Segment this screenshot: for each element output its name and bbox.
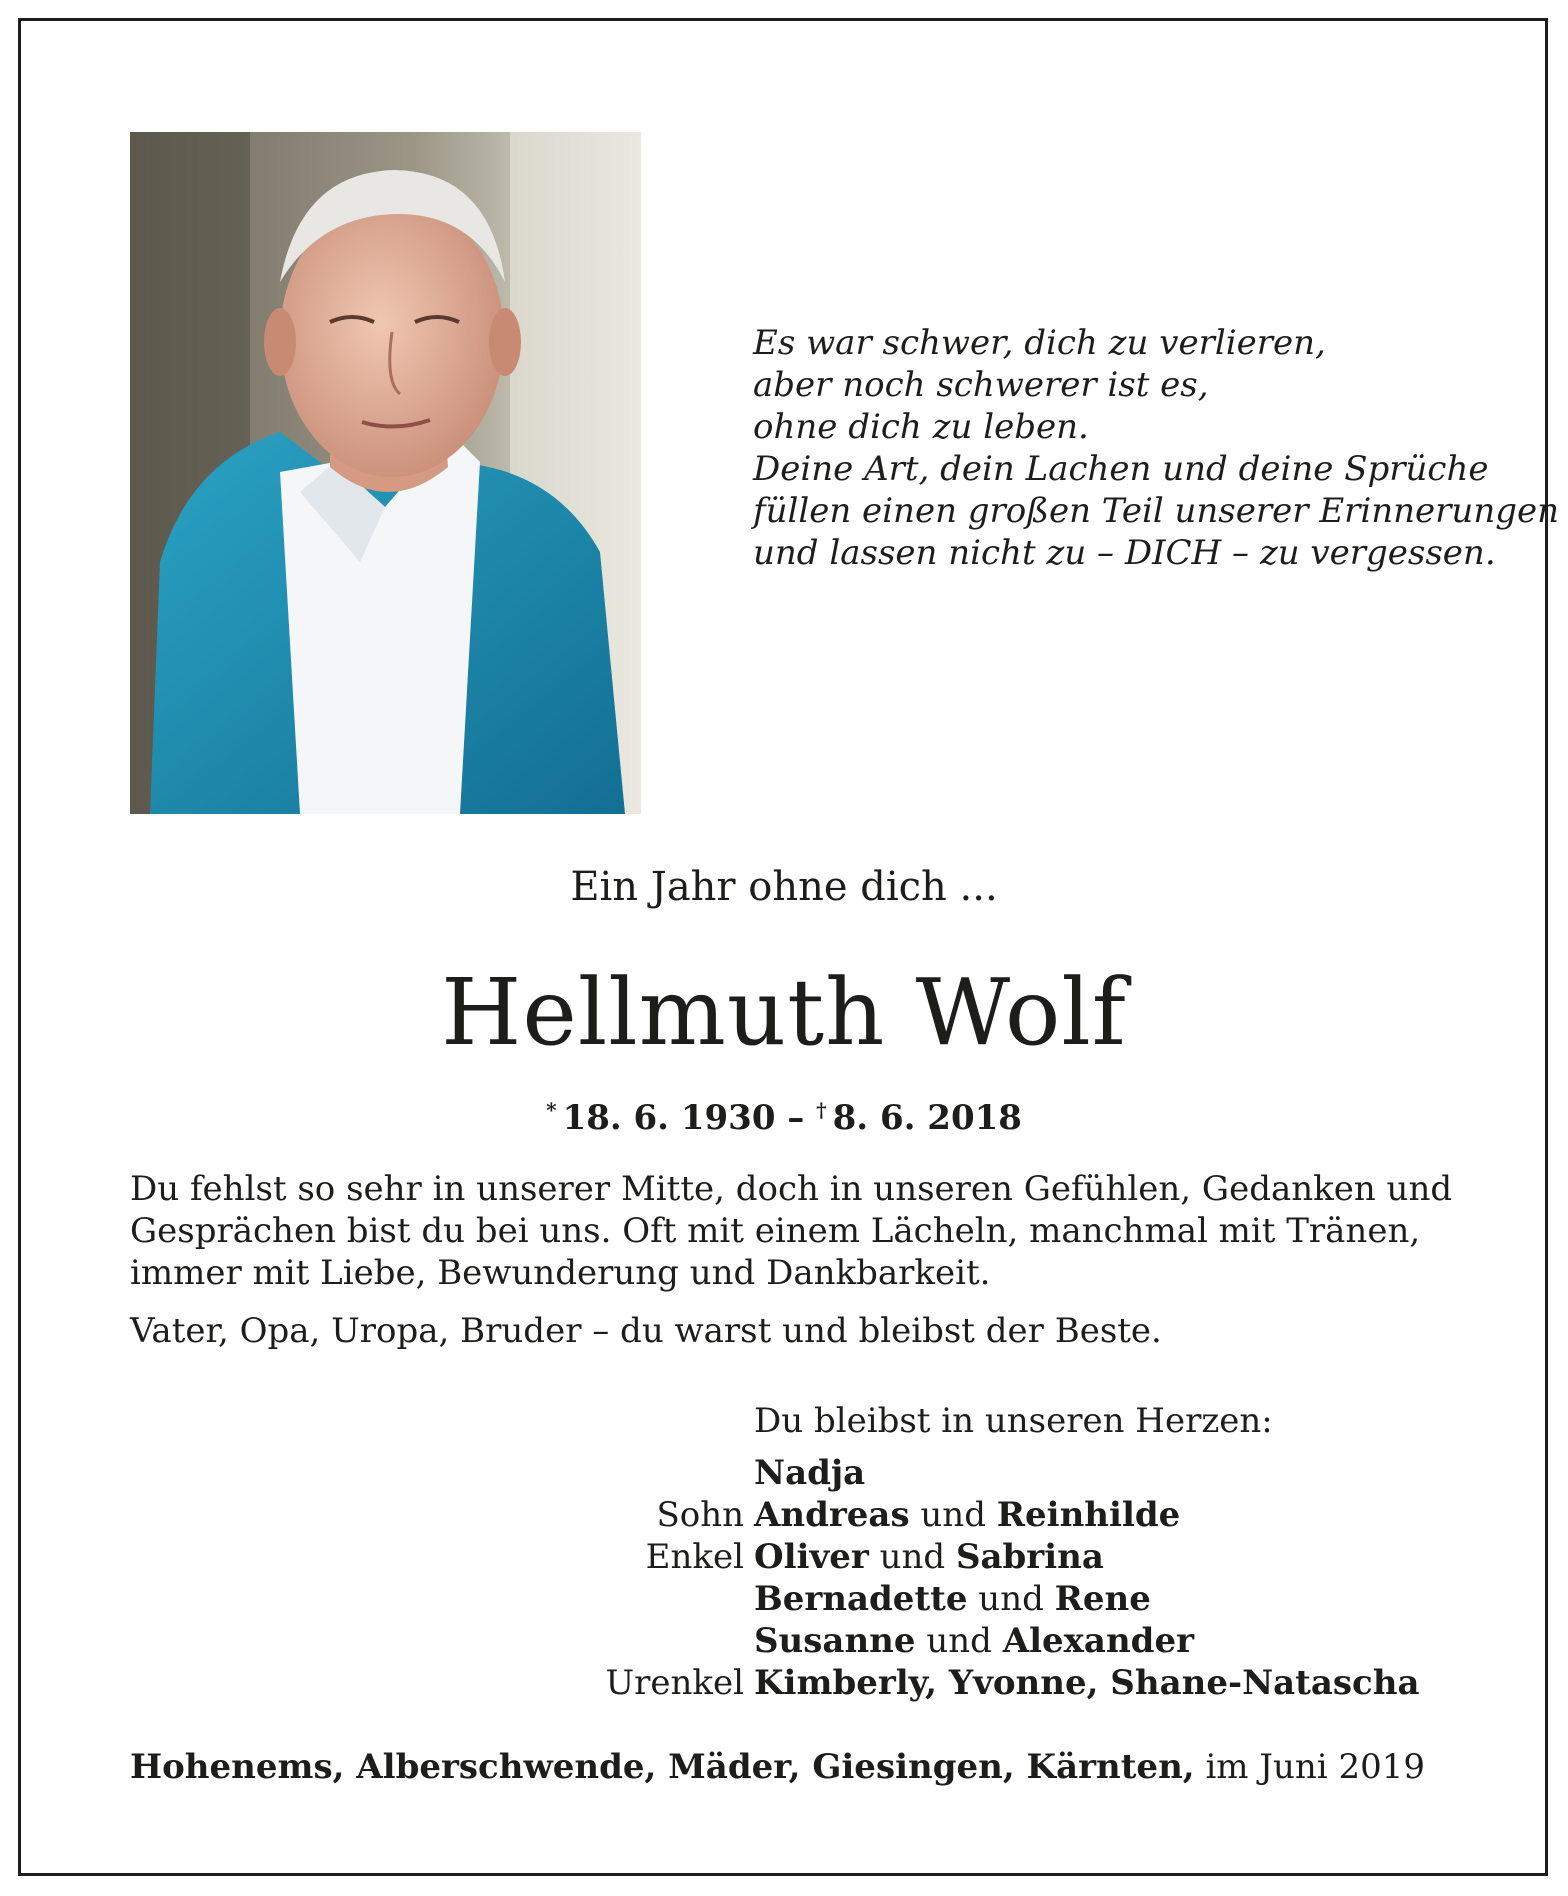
mourners-intro: Du bleibst in unseren Herzen: [754,1401,1273,1441]
death-symbol: † [816,1098,827,1122]
mourner-name: Susanne [754,1621,916,1661]
footer-line [130,1746,1490,1788]
mourner-name: Bernadette [754,1579,968,1619]
poem-line: ohne dich zu leben. [753,407,1089,447]
mourner-row [560,1536,1500,1578]
footer-date: im Juni 2019 [1205,1747,1425,1787]
mourner-name: Oliver [754,1537,869,1577]
relation-label [560,1578,754,1620]
poem [753,322,1560,574]
mourner-row [560,1620,1500,1662]
body-line: Du fehlst so sehr in unserer Mitte, doch in unseren Gefühlen, Gedanken und [130,1169,1453,1209]
birth-date: 18. 6. 1930 [562,1098,776,1138]
subtitle: Ein Jahr ohne dich ... [570,864,998,910]
mourner-name: Rene [1054,1579,1151,1619]
body-second-paragraph: Vater, Opa, Uropa, Bruder – du warst und bleibst der Beste. [130,1311,1162,1351]
mourner-name: Kimberly, Yvonne, Shane-Natascha [754,1663,1420,1703]
mourner-name: Andreas [754,1495,910,1535]
body-line: Gesprächen bist du bei uns. Oft mit einem Lächeln, manchmal mit Tränen, [130,1211,1421,1251]
deceased-name: Hellmuth Wolf [441,959,1127,1066]
connector: und [926,1621,992,1661]
poem-line: füllen einen großen Teil unserer Erinnerungen [753,491,1560,531]
body-text [130,1168,1453,1352]
mourner-row [560,1662,1500,1704]
connector: und [978,1579,1044,1619]
connector: und [920,1495,986,1535]
body-line: immer mit Liebe, Bewunderung und Dankbarkeit. [130,1253,991,1293]
poem-line: Es war schwer, dich zu verlieren, [753,323,1326,363]
relation-label: Enkel [645,1537,744,1577]
death-date: 8. 6. 2018 [832,1098,1022,1138]
relation-label [560,1620,754,1662]
poem-line: und lassen nicht zu – DICH – zu vergessen. [753,533,1496,573]
mourner-row [560,1494,1500,1536]
mourner-name: Nadja [754,1453,866,1493]
poem-line: aber noch schwerer ist es, [753,365,1209,405]
life-dates [0,1088,1568,1140]
relation-label: Sohn [656,1495,744,1535]
birth-symbol: * [546,1098,557,1122]
relation-label [560,1452,754,1494]
footer-places: Hohenems, Alberschwende, Mäder, Giesingen, Kärnten, [130,1747,1195,1787]
mourner-name: Alexander [1002,1621,1194,1661]
poem-line: Deine Art, dein Lachen und deine Sprüche [753,449,1489,489]
portrait-photo [130,132,641,814]
connector: und [879,1537,946,1577]
date-separator: – [787,1098,805,1138]
relation-label: Urenkel [605,1663,744,1703]
mourner-name: Sabrina [955,1537,1104,1577]
mourner-row [560,1452,1500,1494]
mourner-row [560,1578,1500,1620]
mourners-list [560,1400,1500,1704]
mourner-name: Reinhilde [996,1495,1181,1535]
